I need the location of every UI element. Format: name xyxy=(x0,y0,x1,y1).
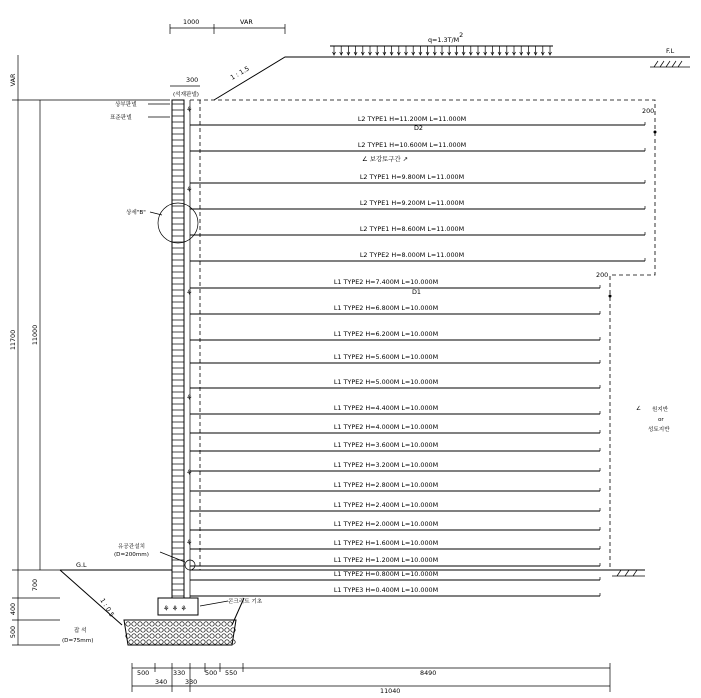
retained-zone-arrow: ∠ xyxy=(636,406,642,412)
wall-facing xyxy=(172,100,192,598)
dim-b500a: 500 xyxy=(137,669,150,677)
reinforcement-label: L1 TYPE2 H=5.000M L=10.000M xyxy=(333,378,439,386)
standard-panel-label: 표준판넬 xyxy=(110,115,132,121)
facing-anchor-mark: ⚘ xyxy=(186,185,193,194)
retained-zone-line2: or xyxy=(658,417,664,423)
facing-anchor-mark: ⚘ xyxy=(186,105,193,114)
footing-marks: ⚘ ⚘ ⚘ xyxy=(163,604,187,613)
gravel-label-1: 잡 석 xyxy=(74,628,87,634)
reinforcement-label: L1 TYPE2 H=5.600M L=10.000M xyxy=(333,353,439,361)
drain-label-1: 유공관설치 xyxy=(118,544,146,550)
dim-11700: 11700 xyxy=(9,329,17,351)
facing-anchor-mark: ⚘ xyxy=(186,468,193,477)
dim-b330b: 330 xyxy=(185,678,198,686)
dim-b340: 340 xyxy=(155,678,168,686)
surcharge-load xyxy=(330,31,553,55)
reinforcement-label: L1 TYPE2 H=6.800M L=10.000M xyxy=(333,304,439,312)
reinforcement-label: L1 TYPE2 H=2.800M L=10.000M xyxy=(333,481,439,489)
facing-anchor-mark: ⚘ xyxy=(186,393,193,402)
detail-b-label: 상세"B" xyxy=(126,210,146,216)
reinforcement-label: L1 TYPE2 H=6.200M L=10.000M xyxy=(333,330,439,338)
dim-700: 700 xyxy=(31,578,39,592)
fl-label: F.L xyxy=(666,47,675,55)
fl-ground-hatch xyxy=(654,61,682,67)
bottom-dimension-chain xyxy=(132,663,610,695)
reinforcement-label: L1 TYPE2 H=2.000M L=10.000M xyxy=(333,520,439,528)
dim-b550: 550 xyxy=(225,669,238,677)
dim-400: 400 xyxy=(9,602,17,616)
finished-ground-line xyxy=(214,47,690,100)
top-dimension-chain xyxy=(170,18,285,34)
n200-mid: 200 xyxy=(596,271,609,279)
bottom-slope-ratio: 1 : 0.5 xyxy=(98,596,116,619)
reinforcement-label: L2 TYPE1 H=10.600M L=11.000M xyxy=(357,141,467,149)
retained-zone-line3: 성토지반 xyxy=(648,427,670,433)
drain-label-2: (D=200mm) xyxy=(114,552,149,558)
facing-anchor-mark: ⚘ xyxy=(186,538,193,547)
top-panel-label: 상부판넬 xyxy=(115,102,137,108)
gravel-label-2: (D=75mm) xyxy=(62,638,94,644)
dim-11000: 11000 xyxy=(31,324,39,346)
facing-anchor-mark: ⚘ xyxy=(186,288,193,297)
reinforcement-label: L1 TYPE2 H=4.000M L=10.000M xyxy=(333,423,439,431)
reinforcement-label: L2 TYPE1 H=9.800M L=11.000M xyxy=(359,173,465,181)
reinforcement-label: L1 TYPE3 H=0.400M L=10.000M xyxy=(333,586,439,594)
reinforcement-label: L1 TYPE2 H=3.600M L=10.000M xyxy=(333,441,439,449)
dim-300: 300 xyxy=(186,76,199,84)
retained-zone-line1: 원지반 xyxy=(652,407,669,413)
reinforcement-label: L1 TYPE2 H=0.800M L=10.000M xyxy=(333,570,439,578)
reinforcement-label: L1 TYPE2 H=7.400M L=10.000M xyxy=(333,278,439,286)
n200-top: 200 xyxy=(642,107,655,115)
reinforcement-label: L1 TYPE2 H=4.400M L=10.000M xyxy=(333,404,439,412)
dim-b8490: 8490 xyxy=(420,669,437,677)
reinforcement-label: L2 TYPE1 H=9.200M L=11.000M xyxy=(359,199,465,207)
dim-var-left: VAR xyxy=(9,73,17,87)
facing-panel-label: (석재판넬) xyxy=(173,92,199,98)
dim-500: 500 xyxy=(9,625,17,639)
d1-label: D1 xyxy=(412,288,421,296)
dim-b500b: 500 xyxy=(205,669,218,677)
dim-1000-top: 1000 xyxy=(183,18,200,26)
d2-label: D2 xyxy=(414,124,423,132)
surcharge-label: q=1.3T/M2 xyxy=(428,31,464,44)
dim-var-top: VAR xyxy=(240,18,253,26)
gl-label: G.L xyxy=(76,561,87,569)
reinforcement-label: L1 TYPE2 H=1.600M L=10.000M xyxy=(333,539,439,547)
reinforcement-label: L2 TYPE1 H=8.600M L=11.000M xyxy=(359,225,465,233)
dim-b11040: 11040 xyxy=(380,687,401,695)
reinforced-zone-label: ∠ 보강토구간 ↗ xyxy=(362,155,409,163)
dim-b330a: 330 xyxy=(173,669,186,677)
concrete-base-label: 콘크리트 기초 xyxy=(228,599,263,605)
foundation xyxy=(60,570,263,645)
reinforcement-label: L1 TYPE2 H=3.200M L=10.000M xyxy=(333,461,439,469)
reinforcement-label: L2 TYPE1 H=11.200M L=11.000M xyxy=(357,115,467,123)
reinforcement-label: L1 TYPE2 H=1.200M L=10.000M xyxy=(333,556,439,564)
reinforcement-label: L1 TYPE2 H=2.400M L=10.000M xyxy=(333,501,439,509)
top-slope-ratio: 1 : 1.5 xyxy=(229,64,251,82)
reinforcement-label: L2 TYPE2 H=8.000M L=11.000M xyxy=(359,251,465,259)
